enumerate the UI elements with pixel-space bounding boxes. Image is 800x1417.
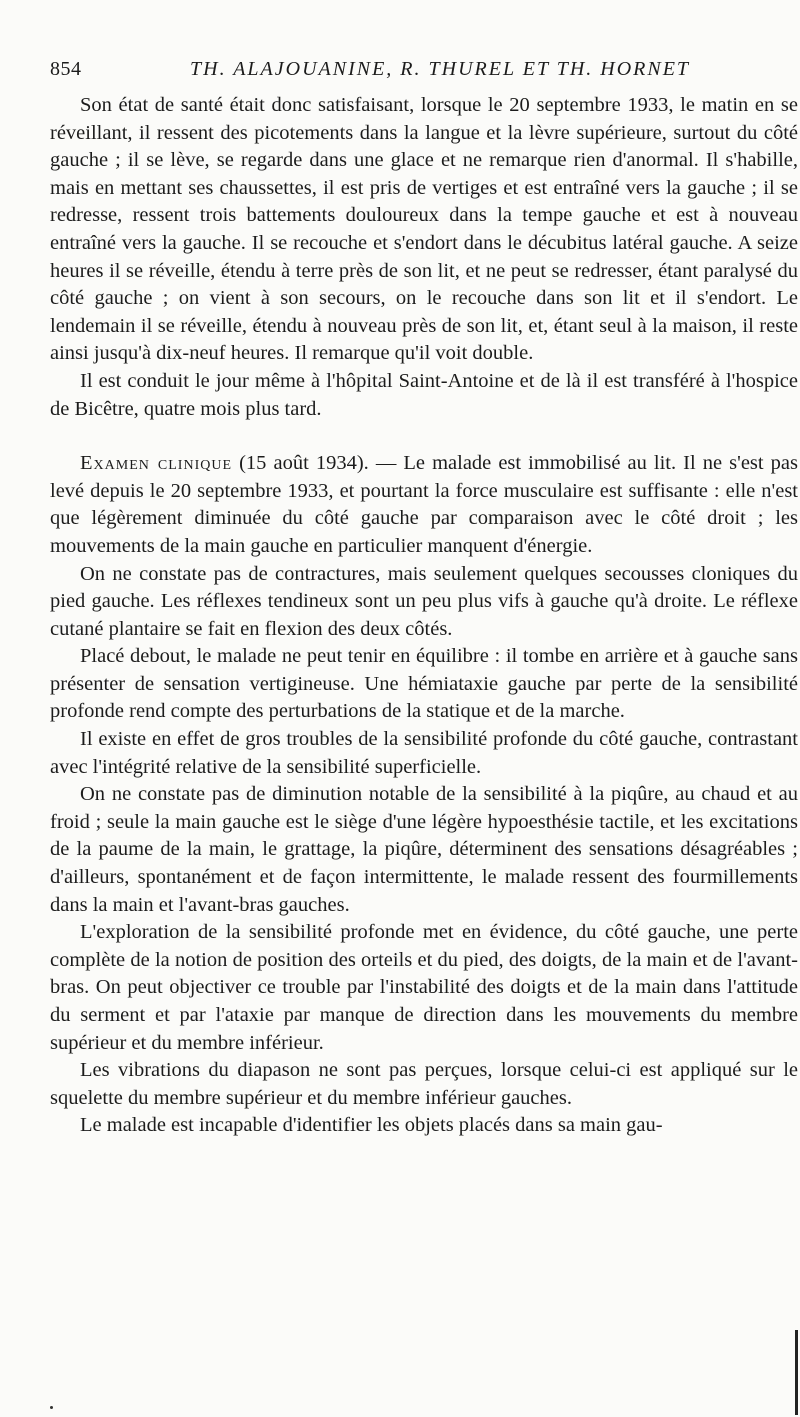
paragraph: Le malade est incapable d'identifier les objets placés dans sa main gau- — [80, 1114, 663, 1137]
paragraph-text: (15 août 1934). — Le malade est immobilisé au lit. Il ne s'est pas levé depuis le 20 septembre 1933, et pourtant la force musculaire est suffisante : elle n'est que légèrement diminuée du côté gauche par comparaison avec le côté droit ; les mouvements de la main gauche en particulier manquent d'énergie. — [50, 452, 798, 557]
page-number: 854 — [50, 58, 82, 80]
scan-edge-mark — [795, 1330, 798, 1415]
running-title: TH. ALAJOUANINE, R. THUREL ET TH. HORNET — [190, 58, 691, 80]
paragraph: L'exploration de la sensibilité profonde met en évidence, du côté gauche, une perte complète de la notion de position des orteils et du pied, des doigts, de la main et de l'avant-bras. On peut objectiver ce trouble par l'instabilité des doigts et de la main dans l'attitude du serment et par l'ataxie par manque de direction dans les mouvements du membre supérieur et du membre inférieur. — [50, 921, 798, 1054]
paragraph: Il est conduit le jour même à l'hôpital Saint-Antoine et de là il est transféré à l'hospice de Bicêtre, quatre mois plus tard. — [50, 369, 798, 420]
scan-dot — [50, 1406, 53, 1409]
paragraph: On ne constate pas de diminution notable de la sensibilité à la piqûre, au chaud et au froid ; seule la main gauche est le siège d'une légère hypoesthésie tactile, et les excitations de la paume de la main, le grattage, la piqûre, déterminent des sensations désagréables ; d'ailleurs, spontanément et de façon intermittente, le malade ressent des fourmillements dans la main et l'avant-bras gauches. — [50, 783, 798, 916]
paragraph: Son état de santé était donc satisfaisant, lorsque le 20 septembre 1933, le matin en se réveillant, il ressent des picotements dans la langue et la lèvre supérieure, surtout du côté gauche ; il se lève, se regarde dans une glace et ne remarque rien d'anormal. Il s'habille, mais en mettant ses chaussettes, il est pris de vertiges et est entraîné vers la gauche ; il se redresse, ressent trois battements douloureux dans la tempe gauche et est à nouveau entraîné vers la gauche. Il se recouche et s'endort dans le décubitus latéral gauche. A seize heures il se réveille, étendu à terre près de son lit, et ne peut se redresser, étant paralysé du côté gauche ; on vient à son secours, on le recouche dans son lit et il s'endort. Le lendemain il se réveille, étendu à nouveau près de son lit, et, étant seul à la maison, il reste ainsi jusqu'à dix-neuf heures. Il remarque qu'il voit double. — [50, 94, 798, 365]
paragraph: Il existe en effet de gros troubles de la sensibilité profonde du côté gauche, contrastant avec l'intégrité relative de la sensibilité superficielle. — [50, 728, 798, 778]
body-text — [50, 92, 798, 1140]
section-heading: Examen clinique — [80, 452, 233, 475]
paragraph: Les vibrations du diapason ne sont pas perçues, lorsque celui-ci est appliqué sur le squelette du membre supérieur et du membre inférieur gauches. — [50, 1059, 798, 1109]
paragraph: On ne constate pas de contractures, mais seulement quelques secousses cloniques du pied gauche. Les réflexes tendineux sont un peu plus vifs à gauche qu'à droite. Le réflexe cutané plantaire se fait en flexion des deux côtés. — [50, 562, 798, 640]
paragraph: Placé debout, le malade ne peut tenir en équilibre : il tombe en arrière et à gauche sans présenter de sensation vertigineuse. Une hémiataxie gauche par perte de la sensibilité profonde rend compte des perturbations de la statique et de la marche. — [50, 645, 798, 723]
paragraph-exam — [50, 450, 798, 560]
